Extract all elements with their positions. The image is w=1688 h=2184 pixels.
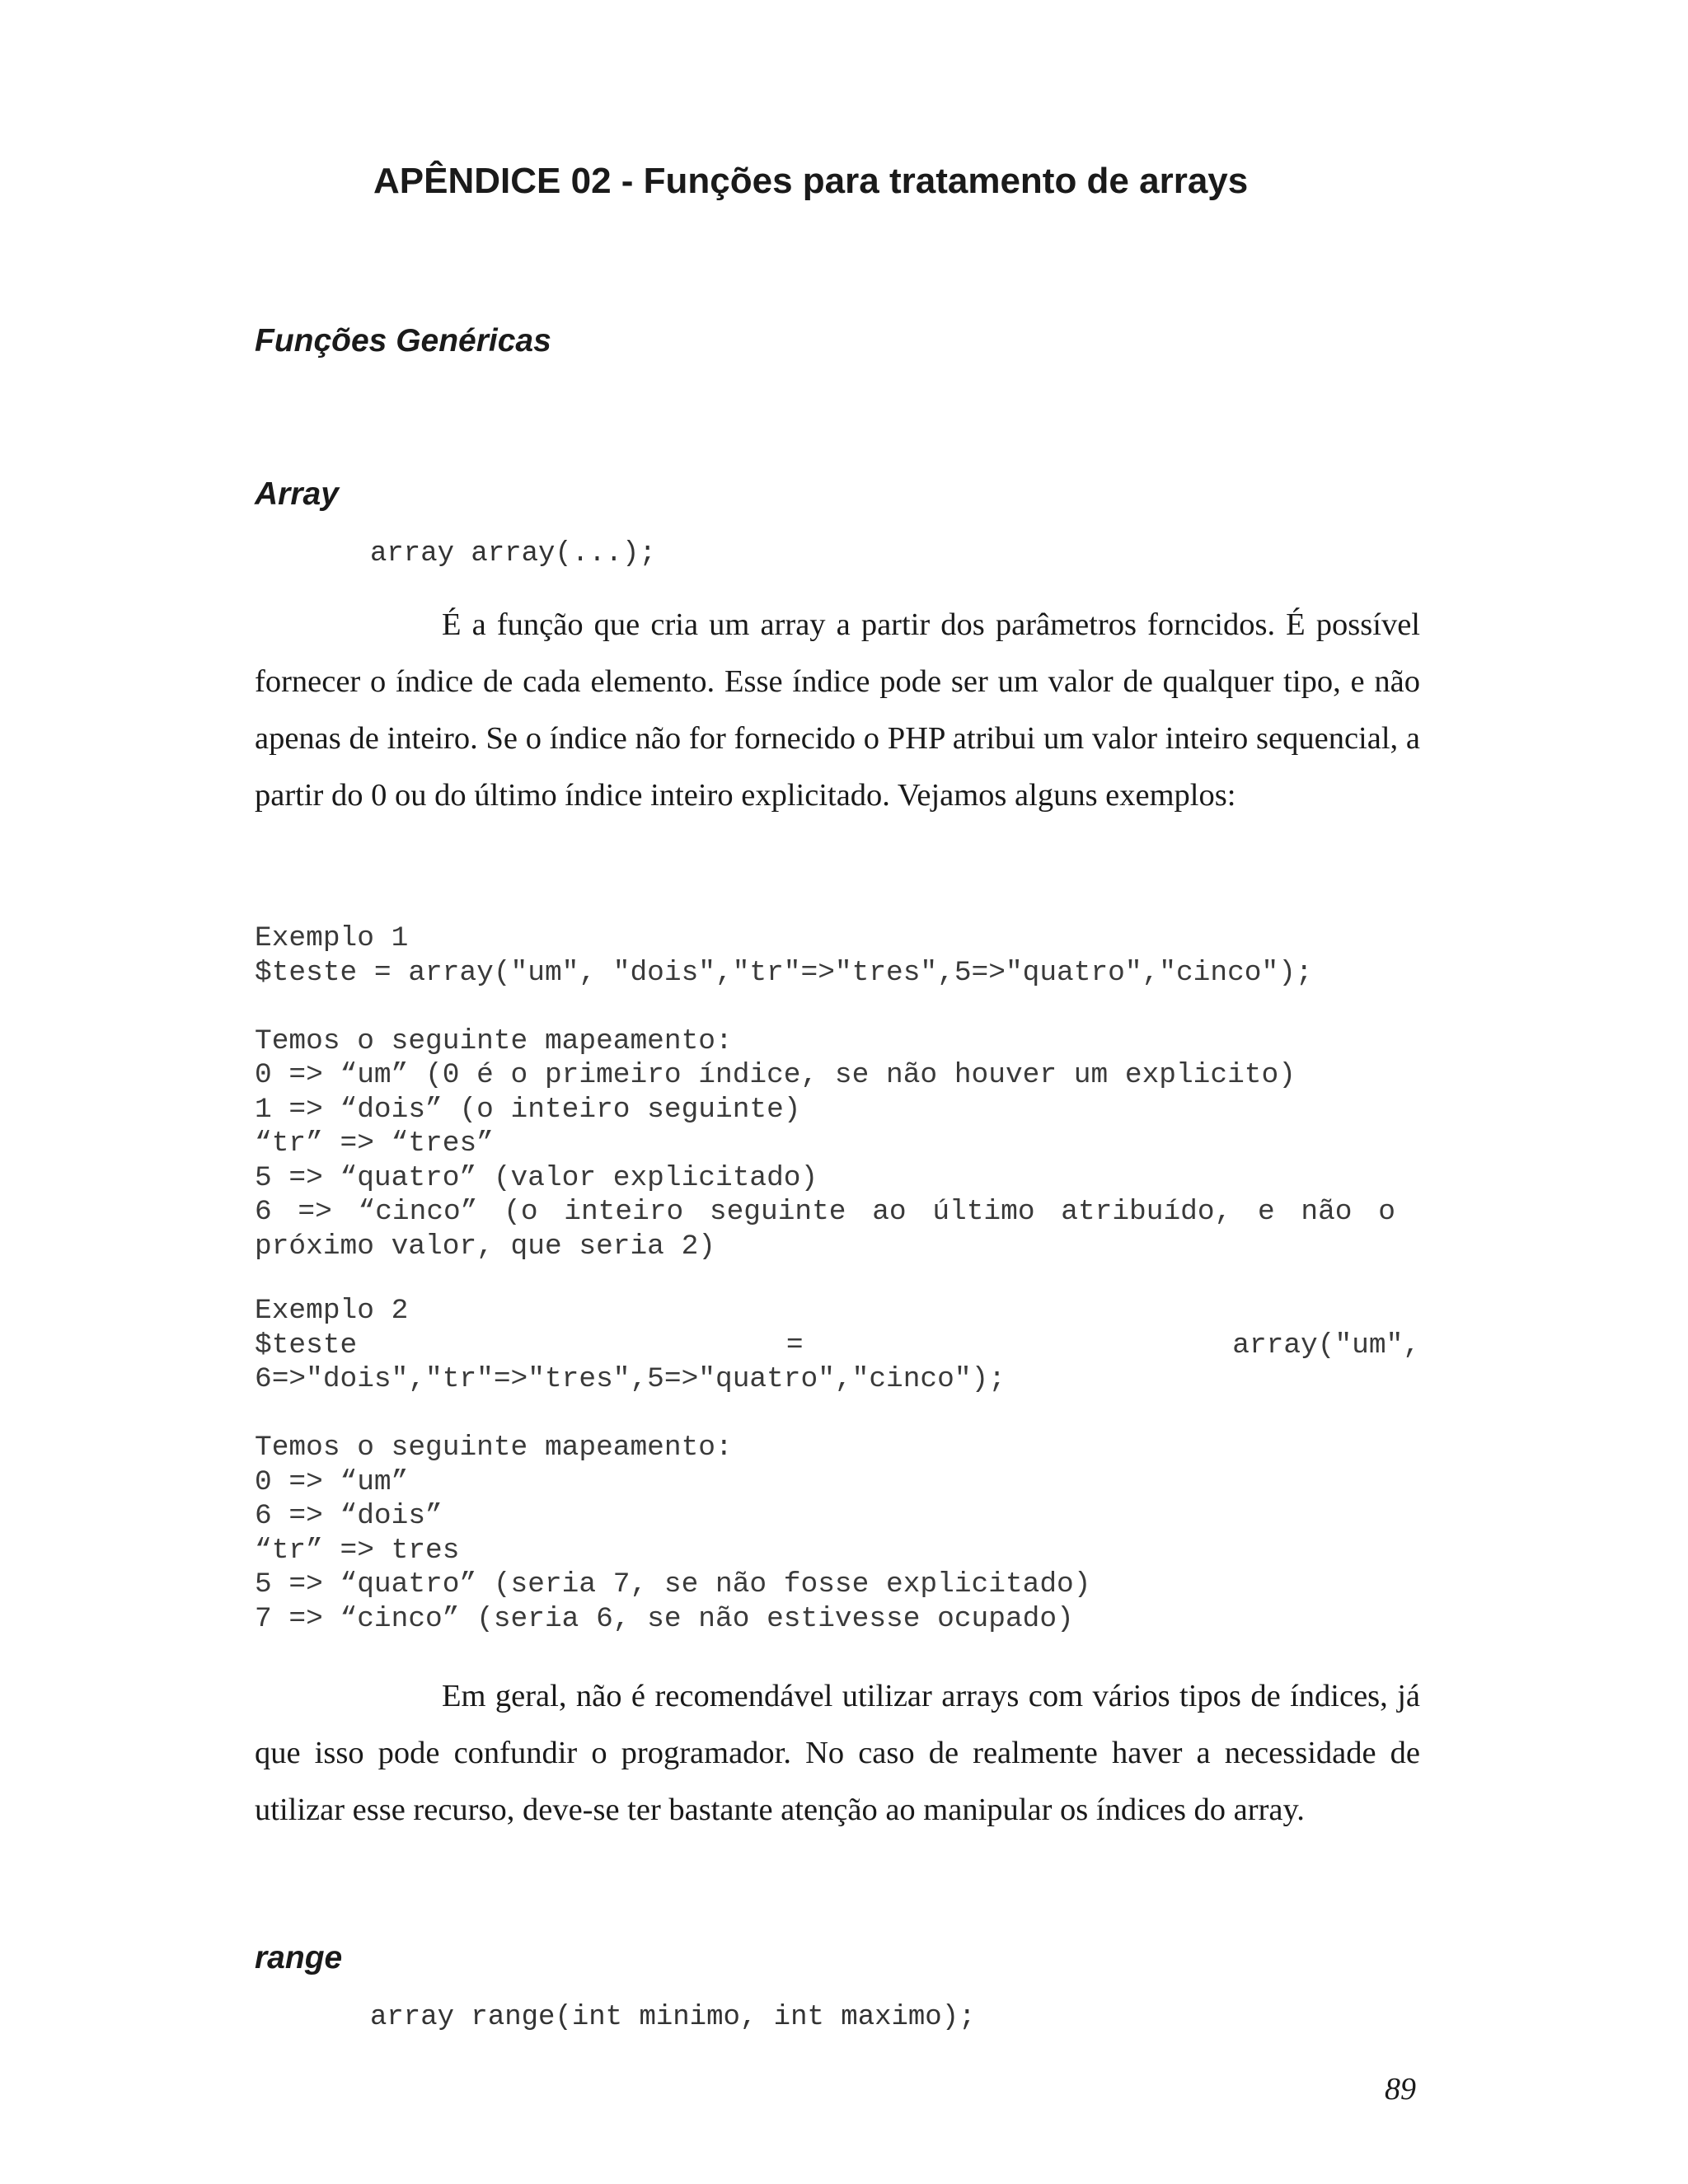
example-2-mapping-line: 7 => “cinco” (seria 6, se não estivesse ocupado) xyxy=(255,1602,1074,1635)
range-signature: array range(int minimo, int maximo); xyxy=(370,2002,976,2033)
example-1-mapping-line: 5 => “quatro” (valor explicitado) xyxy=(255,1161,818,1194)
example-1-mapping-title: Temos o seguinte mapeamento: xyxy=(255,1024,733,1057)
example-2-code-var: $teste xyxy=(255,1329,358,1361)
example-2-mapping-line: 5 => “quatro” (seria 7, se não fosse explicitado) xyxy=(255,1568,1091,1601)
array-description: É a função que cria um array a partir dos parâmetros forncidos. É possível fornecer o índice de cada elemento. Esse índice pode ser um valor de qualquer tipo, e não apenas de inteiro. Se o índice não for fornecido o PHP atribui um valor inteiro sequencial, a partir do 0 ou do último índice inteiro explicitado. Vejamos alguns exemplos: xyxy=(255,607,1420,813)
example-1-mapping-line: 6 => “cinco” (o inteiro seguinte ao último atribuído, e não o xyxy=(255,1196,1395,1228)
example-2-code-line-1 xyxy=(255,1329,1420,1363)
example-2-mapping-line: “tr” => tres xyxy=(255,1534,460,1567)
range-heading: range xyxy=(255,1940,343,1975)
example-2-mapping-line: 6 => “dois” xyxy=(255,1500,443,1532)
example-1-mapping-line: 0 => “um” (0 é o primeiro índice, se não houver um explicito) xyxy=(255,1059,1296,1091)
blank-line xyxy=(255,1397,1420,1432)
example-2-code-call: array("um", xyxy=(1232,1329,1420,1361)
example-2-mapping-line: 0 => “um” xyxy=(255,1465,409,1498)
example-2-mapping-title: Temos o seguinte mapeamento: xyxy=(255,1432,733,1464)
page-number: 89 xyxy=(1385,2072,1416,2107)
example-2-block xyxy=(255,1294,1420,1636)
array-closing-paragraph: Em geral, não é recomendável utilizar arrays com vários tipos de índices, já que isso pode confundir o programador. No caso de realmente haver a necessidade de utilizar esse recurso, deve-se ter bastante atenção ao manipular os índices do array. xyxy=(255,1679,1420,1827)
example-1-mapping-line: “tr” => “tres” xyxy=(255,1127,494,1160)
example-1-code: $teste = array("um", "dois","tr"=>"tres",5=>"quatro","cinco"); xyxy=(255,956,1313,989)
example-2-code-eq: = xyxy=(785,1329,804,1361)
array-signature: array array(...); xyxy=(370,538,656,569)
array-heading: Array xyxy=(255,476,339,512)
example-2-label: Exemplo 2 xyxy=(255,1295,409,1327)
example-2-code-line-2: 6=>"dois","tr"=>"tres",5=>"quatro","cinco"); xyxy=(255,1363,1006,1395)
example-1-mapping-line: próximo valor, que seria 2) xyxy=(255,1230,715,1263)
example-1-label: Exemplo 1 xyxy=(255,922,409,954)
example-1-block xyxy=(255,921,1420,1263)
section-heading: Funções Genéricas xyxy=(255,323,551,359)
page-title: APÊNDICE 02 - Funções para tratamento de arrays xyxy=(373,161,1249,201)
example-1-mapping-line: 1 => “dois” (o inteiro seguinte) xyxy=(255,1093,801,1126)
blank-line xyxy=(255,990,1420,1024)
